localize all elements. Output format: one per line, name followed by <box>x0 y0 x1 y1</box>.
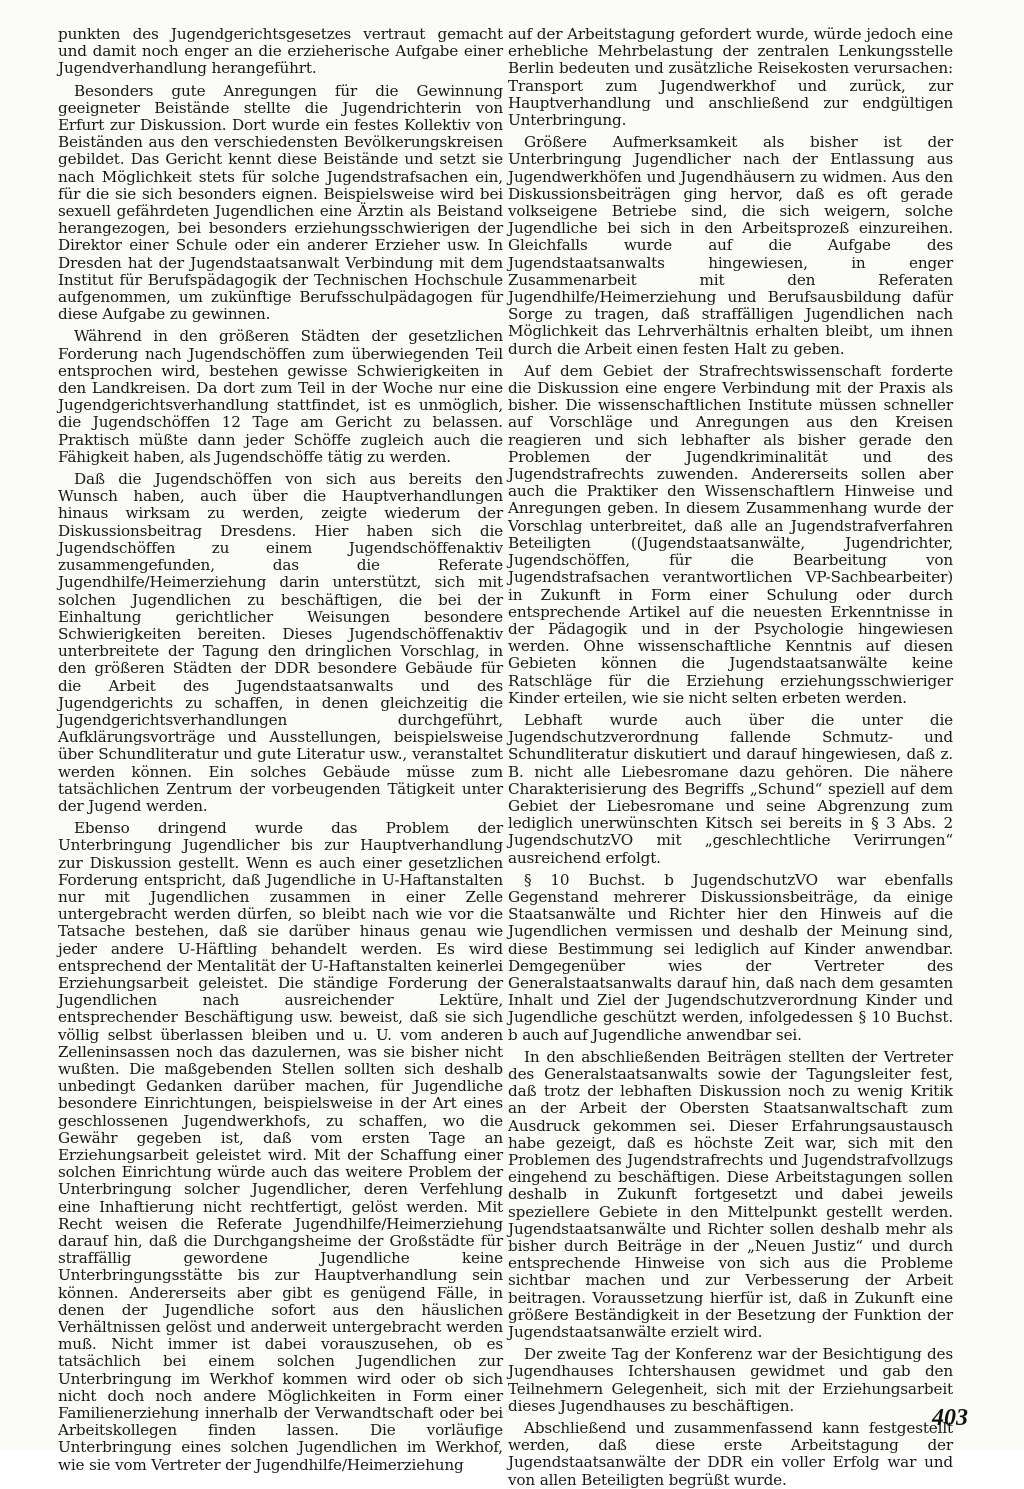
paragraph: In den abschließenden Beiträgen stellten der Vertreter des Generalstaatsanwalts sowie der Tagungsleiter fest, daß trotz der lebhaften Diskussion noch zu wenig Kritik an der Arbeit der Obersten Staatsanwaltschaft zum Ausdruck gekommen sei. Dieser Erfahrungsaustausch habe gezeigt, daß es höchste Zeit war, sich mit den Problemen des Jugendstrafrechts und Jugendstrafvollzugs eingehend zu beschäftigen. Diese Arbeitstagungen sollen deshalb in Zukunft fortgesetzt und dabei jeweils speziellere Gebiete in den Mittelpunkt gestellt werden. Jugendstaatsanwälte und Richter sollen deshalb mehr als bisher durch Beiträge in der „Neuen Justiz“ und durch entsprechende Hinweise von sich aus die Probleme sichtbar machen und zur Verbesserung der Arbeit beitragen. Voraussetzung hierfür ist, daß in Zukunft eine größere Beständigkeit in der Besetzung der Funktion der Jugendstaatsanwälte erzielt wird. <box>508 1047 953 1342</box>
paragraph: Größere Aufmerksamkeit als bisher ist der Unterbringung Jugendlicher nach der Entlassung aus Jugendwerkhöfen und Jugendhäusern zu widmen. Aus den Diskussionsbeiträgen ging hervor, daß es oft gerade volkseigene Betriebe sind, die sich weigern, solche Jugendliche bei sich in den Arbeitsprozeß einzureihen. Gleichfalls wurde auf die Aufgabe des Jugendstaatsanwalts hingewiesen, in enger Zusammenarbeit mit den Referaten Jugendhilfe/Heimerziehung und Berufsausbildung dafür Sorge zu tragen, daß straffälligen Jugendlichen nach Möglichkeit das Lehrverhältnis erhalten bleibt, um ihnen durch die Arbeit einen festen Halt zu geben. <box>508 133 953 358</box>
paragraph: Besonders gute Anregungen für die Gewinnung geeigneter Beistände stellte die Jugendrichterin von Erfurt zur Diskussion. Dort wurde ein festes Kollektiv von Beiständen aus den verschiedensten Bevölkerungskreisen gebildet. Das Gericht kennt diese Beistände und setzt sie nach Möglichkeit stets für solche Jugendstrafsachen ein, für die sie sich besonders eignen. Beispielsweise wird bei sexuell gefährdeten Jugendlichen eine Ärztin als Beistand herangezogen, bei besonders erziehungsschwierigen der Direktor einer Schule oder ein anderer Erzieher usw. In Dresden hat der Jugendstaatsanwalt Verbindung mit dem Institut für Berufspädagogik der Technischen Hochschule aufgenommen, um zukünftige Berufsschulpädagogen für diese Aufgabe zu gewinnen. <box>58 81 503 324</box>
paragraph: Während in den größeren Städten der gesetzlichen Forderung nach Jugendschöffen zum überwiegenden Teil entsprochen wird, bestehen gewisse Schwierigkeiten in den Landkreisen. Da dort zum Teil in der Woche nur eine Jugendgerichtsverhandlung stattfindet, ist es unmöglich, die Jugendschöffen 12 Tage am Gericht zu belassen. Praktisch müßte dann jeder Schöffe zugleich auch die Fähigkeit haben, als Jugendschöffe tätig zu werden. <box>58 327 503 466</box>
page-number: 403 <box>932 1405 968 1431</box>
paragraph: punkten des Jugendgerichtsgesetzes vertraut gemacht und damit noch enger an die erzieherische Aufgabe einer Jugendverhandlung herangeführt. <box>58 25 503 78</box>
left-text-column <box>58 25 503 1474</box>
paragraph: Lebhaft wurde auch über die unter die Jugendschutzverordnung fallende Schmutz- und Schundliteratur diskutiert und darauf hingewiesen, daß z. B. nicht alle Liebesromane dazu gehören. Die nähere Charakterisierung des Begriffs „Schund“ speziell auf dem Gebiet der Liebesromane und seine Abgrenzung zum lediglich unerwünschten Kitsch sei bereits in § 3 Abs. 2 JugendschutzVO mit „geschlechtliche Verirrungen“ ausreichend erfolgt. <box>508 710 953 867</box>
paragraph: Daß die Jugendschöffen von sich aus bereits den Wunsch haben, auch über die Hauptverhandlungen hinaus wirksam zu werden, zeigte wiederum der Diskussionsbeitrag Dresdens. Hier haben sich die Jugendschöffen zu einem Jugendschöffenaktiv zusammengefunden, das die Referate Jugendhilfe/Heimerziehung darin unterstützt, sich mit solchen Jugendlichen zu beschäftigen, die bei der Einhaltung gerichtlicher Weisungen besondere Schwierigkeiten bereiten. Dieses Jugendschöffenaktiv unterbreitete der Tagung den dringlichen Vorschlag, in den größeren Städten der DDR besondere Gebäude für die Arbeit des Jugendstaatsanwalts und des Jugendgerichts zu schaffen, in denen gleichzeitig die Jugendgerichtsverhandlungen durchgeführt, Aufklärungsvorträge und Ausstellungen, beispielsweise über Schundliteratur und gute Literatur usw., veranstaltet werden können. Ein solches Gebäude müsse zum tatsächlichen Zentrum der vorbeugenden Tätigkeit unter der Jugend werden. <box>58 470 503 815</box>
paragraph: Ebenso dringend wurde das Problem der Unterbringung Jugendlicher bis zur Hauptverhandlung zur Diskussion gestellt. Wenn es auch einer gesetzlichen Forderung entspricht, daß Jugendliche in U-Haftanstalten nur mit Jugendlichen zusammen in einer Zelle untergebracht werden dürfen, so bleibt nach wie vor die Tatsache bestehen, daß sie darüber hinaus genau wie jeder andere U-Häftling behandelt werden. Es wird entsprechend der Mentalität der U-Haftanstalten keinerlei Erziehungsarbeit geleistet. Die ständige Forderung der Jugendlichen nach ausreichender Lektüre, entsprechender Beschäftigung usw. beweist, daß sie sich völlig selbst überlassen bleiben und u. U. vom anderen Zelleninsassen noch das dazulernen, was sie bisher nicht wußten. Die maßgebenden Stellen sollten sich deshalb unbedingt Gedanken darüber machen, für Jugendliche besondere Einrichtungen, beispielsweise in der Art eines geschlossenen Jugendwerkhofs, zu schaffen, wo die Gewähr gegeben ist, daß vom ersten Tage an Erziehungsarbeit geleistet wird. Mit der Schaffung einer solchen Einrichtung würde auch das weitere Problem der Unterbringung solcher Jugendlicher, deren Verfehlung eine Inhaftierung nicht rechtfertigt, gelöst werden. Mit Recht weisen die Referate Jugendhilfe/Heimerziehung darauf hin, daß die Durchgangsheime der Großstädte für straffällig gewordene Jugendliche keine Unterbringungsstätte bis zur Hauptverhandlung sein können. Andererseits aber gibt es genügend Fälle, in denen der Jugendliche sofort aus den häuslichen Verhältnissen gelöst und anderweit untergebracht werden muß. Nicht immer ist dabei vorauszusehen, ob es tatsächlich bei einem solchen Jugendlichen zur Unterbringung im Werkhof kommen wird oder ob sich nicht doch noch andere Möglichkeiten in Form einer Familienerziehung innerhalb der Verwandtschaft oder bei Arbeitskollegen finden lassen. Die vorläufige Unterbringung eines solchen Jugendlichen im Werkhof, wie sie vom Vertreter der Jugendhilfe/Heimerziehung <box>58 819 503 1474</box>
paragraph: Der zweite Tag der Konferenz war der Besichtigung des Jugendhauses Ichtershausen gewidmet und gab den Teilnehmern Gelegenheit, sich mit der Erziehungsarbeit dieses Jugendhauses zu beschäftigen. <box>508 1345 953 1415</box>
paragraph: auf der Arbeitstagung gefordert wurde, würde jedoch eine erhebliche Mehrbelastung der zentralen Lenkungsstelle Berlin bedeuten und zusätzliche Reisekosten verursachen: Transport zum Jugendwerkhof und zurück, zur Hauptverhandlung und anschließend zur endgültigen Unterbringung. <box>508 25 953 130</box>
paragraph: Abschließend und zusammenfassend kann festgestellt werden, daß diese erste Arbeitstagung der Jugendstaatsanwälte der DDR ein voller Erfolg war und von allen Beteiligten begrüßt wurde. <box>508 1419 953 1489</box>
paragraph: § 10 Buchst. b JugendschutzVO war ebenfalls Gegenstand mehrerer Diskussionsbeiträge, da einige Staatsanwälte und Richter hier den Hinweis auf die Jugendlichen vermissen und deshalb der Meinung sind, diese Bestimmung sei lediglich auf Kinder anwendbar. Demgegenüber wies der Vertreter des Generalstaatsanwalts darauf hin, daß nach dem gesamten Inhalt und Ziel der Jugendschutzverordnung Kinder und Jugendliche geschützt werden, infolgedessen § 10 Buchst. b auch auf Jugendliche anwendbar sei. <box>508 870 953 1044</box>
paragraph: Auf dem Gebiet der Strafrechtswissenschaft forderte die Diskussion eine engere Verbindung mit der Praxis als bisher. Die wissenschaftlichen Institute müssen schneller auf Vorschläge und Anregungen aus den Kreisen reagieren und sich lebhafter als bisher gerade den Problemen der Jugendkriminalität und des Jugendstrafrechts zuwenden. Andererseits sollen aber auch die Praktiker den Wissenschaftlern Hinweise und Anregungen geben. In diesem Zusammenhang wurde der Vorschlag unterbreitet, daß alle an Jugendstrafverfahren Beteiligten ((Jugendstaatsanwälte, Jugendrichter, Jugendschöffen, für die Bearbeitung von Jugendstrafsachen verantwortlichen VP-Sachbearbeiter) in Zukunft in Form einer Schulung oder durch entsprechende Artikel auf die neuesten Erkenntnisse in der Pädagogik und in der Psychologie hingewiesen werden. Ohne wissenschaftliche Kenntnis auf diesen Gebieten können die Jugendstaatsanwälte keine Ratschläge für die Erziehung erziehungsschwieriger Kinder erteilen, wie sie nicht selten erbeten werden. <box>508 361 953 707</box>
